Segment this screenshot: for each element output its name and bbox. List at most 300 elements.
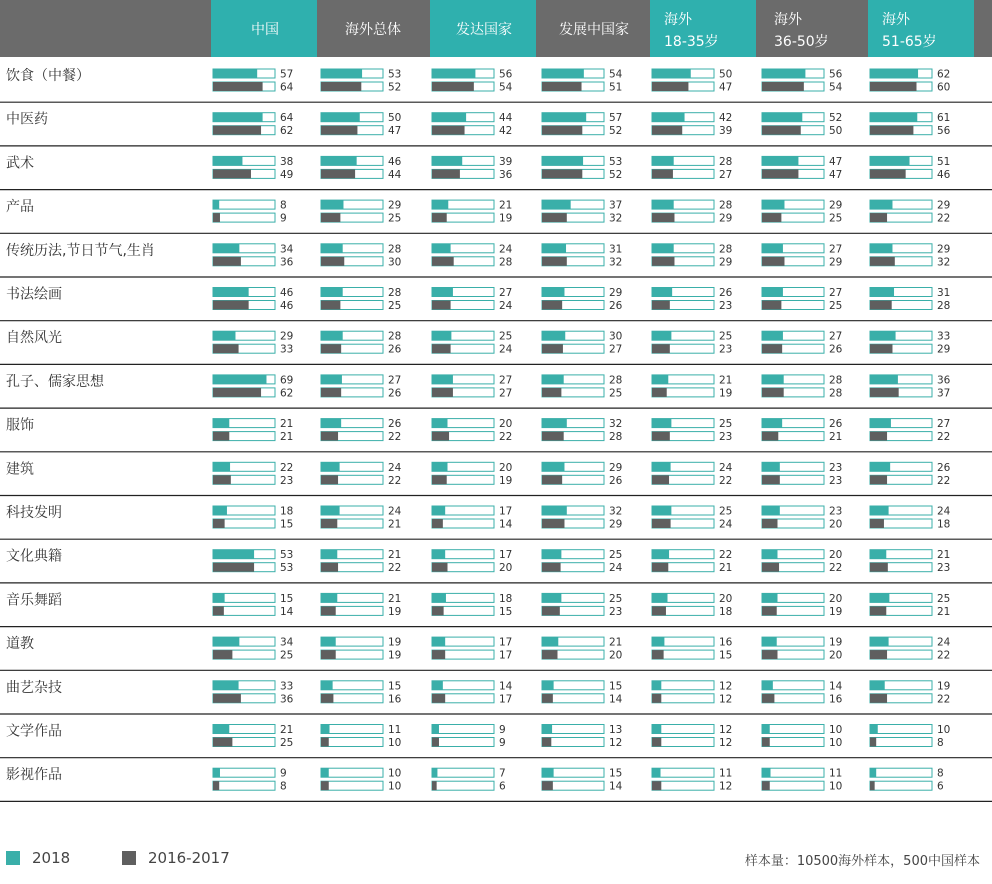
data-label: 10 — [829, 737, 843, 749]
data-label: 26 — [829, 418, 843, 431]
bar-2016-2017 — [321, 169, 355, 178]
bar-2018 — [762, 506, 780, 515]
bar-2018 — [542, 156, 583, 165]
bar-2018 — [542, 725, 552, 734]
data-label: 15 — [388, 680, 402, 693]
bar-2016-2017 — [762, 344, 782, 353]
data-label: 18 — [719, 605, 733, 618]
bar-2016-2017 — [762, 781, 770, 790]
bar-2018 — [762, 244, 783, 253]
data-label: 56 — [829, 68, 843, 81]
data-label: 20 — [829, 649, 843, 662]
bar-2018 — [542, 244, 566, 253]
bar-2016-2017 — [870, 82, 917, 91]
bar-2016-2017 — [321, 432, 338, 441]
data-label: 15 — [609, 767, 623, 780]
data-label: 11 — [388, 724, 402, 736]
bar-2018 — [870, 462, 890, 471]
bar-2016-2017 — [652, 213, 674, 222]
bar-2018 — [432, 681, 443, 690]
bar-2018 — [870, 419, 891, 428]
bar-2018 — [870, 550, 886, 559]
data-label: 6 — [499, 780, 506, 793]
bar-2016-2017 — [652, 344, 670, 353]
data-label: 20 — [829, 592, 843, 605]
bar-2016-2017 — [213, 82, 263, 91]
bar-2016-2017 — [432, 213, 447, 222]
data-label: 17 — [499, 549, 513, 562]
bar-2018 — [652, 331, 671, 340]
data-label: 42 — [719, 112, 733, 125]
data-label: 29 — [609, 518, 623, 531]
data-label: 12 — [719, 780, 733, 793]
data-label: 19 — [388, 605, 402, 618]
bar-2016-2017 — [432, 257, 454, 266]
data-label: 62 — [937, 68, 951, 81]
data-label: 27 — [388, 374, 402, 387]
bar-2016-2017 — [542, 519, 564, 528]
bar-2016-2017 — [432, 781, 437, 790]
data-label: 21 — [388, 518, 402, 531]
data-label: 28 — [388, 287, 402, 299]
data-label: 69 — [280, 374, 294, 387]
bar-outline — [432, 738, 494, 747]
bar-2016-2017 — [321, 650, 336, 659]
data-label: 10 — [937, 724, 951, 736]
category-label: 服饰 — [6, 417, 34, 434]
column-header-label: 51-65岁 — [882, 34, 937, 50]
data-label: 27 — [499, 287, 513, 299]
category-label: 中医药 — [6, 111, 48, 128]
bar-2016-2017 — [870, 169, 906, 178]
data-label: 6 — [937, 780, 944, 793]
data-label: 37 — [609, 199, 623, 212]
bar-2018 — [432, 506, 445, 515]
legend-label-2018: 2018 — [32, 849, 71, 867]
bar-2016-2017 — [652, 257, 674, 266]
bar-2016-2017 — [870, 344, 892, 353]
category-label: 科技发明 — [6, 505, 62, 521]
bar-2016-2017 — [432, 388, 453, 397]
bar-2016-2017 — [542, 694, 553, 703]
bar-2016-2017 — [652, 301, 670, 310]
data-label: 32 — [609, 505, 623, 518]
bar-2016-2017 — [652, 82, 688, 91]
bar-2018 — [213, 768, 220, 777]
data-label: 44 — [499, 112, 513, 125]
bar-2018 — [652, 375, 668, 384]
data-label: 56 — [499, 68, 513, 81]
data-label: 15 — [280, 592, 294, 605]
data-label: 50 — [388, 112, 402, 125]
bar-2018 — [542, 288, 564, 297]
data-label: 27 — [499, 387, 513, 400]
bar-2016-2017 — [652, 606, 666, 615]
bar-2016-2017 — [432, 301, 451, 310]
data-label: 19 — [719, 387, 733, 400]
data-label: 25 — [719, 418, 733, 431]
bar-2016-2017 — [762, 169, 798, 178]
bar-2018 — [213, 244, 239, 253]
data-label: 19 — [499, 474, 513, 487]
data-label: 47 — [719, 81, 733, 94]
data-label: 46 — [388, 155, 402, 168]
data-label: 23 — [609, 605, 623, 618]
bar-2016-2017 — [762, 606, 777, 615]
data-label: 26 — [388, 343, 402, 356]
data-label: 50 — [719, 68, 733, 81]
data-label: 19 — [499, 212, 513, 225]
data-label: 31 — [937, 287, 951, 299]
bar-2016-2017 — [652, 432, 670, 441]
data-label: 46 — [280, 300, 294, 312]
data-label: 14 — [609, 693, 623, 706]
bar-2018 — [432, 113, 466, 122]
bar-outline — [762, 768, 824, 777]
bar-2018 — [542, 69, 584, 78]
bar-2018 — [321, 244, 343, 253]
data-label: 24 — [937, 636, 951, 649]
bar-2018 — [762, 331, 783, 340]
data-label: 50 — [829, 125, 843, 138]
data-label: 24 — [937, 505, 951, 518]
data-label: 51 — [609, 81, 623, 94]
bar-outline — [213, 768, 275, 777]
column-header-label: 海外 — [664, 12, 692, 28]
data-label: 19 — [388, 649, 402, 662]
category-label: 文学作品 — [6, 723, 62, 740]
data-label: 23 — [829, 505, 843, 518]
bar-2018 — [762, 288, 783, 297]
bar-2018 — [432, 244, 451, 253]
bar-2016-2017 — [321, 388, 341, 397]
data-label: 22 — [719, 549, 733, 562]
data-label: 28 — [719, 243, 733, 256]
bar-2018 — [870, 113, 917, 122]
bar-2018 — [432, 156, 462, 165]
bar-2018 — [432, 331, 451, 340]
data-label: 15 — [280, 518, 294, 531]
data-label: 12 — [719, 724, 733, 736]
bar-2018 — [432, 200, 448, 209]
data-label: 20 — [719, 592, 733, 605]
bar-outline — [870, 768, 932, 777]
data-label: 64 — [280, 81, 294, 94]
bar-2016-2017 — [762, 475, 780, 484]
data-label: 24 — [499, 343, 513, 356]
bar-2018 — [652, 506, 671, 515]
bar-2016-2017 — [432, 738, 439, 747]
data-label: 21 — [937, 549, 951, 562]
data-label: 12 — [719, 693, 733, 706]
bar-2018 — [870, 156, 910, 165]
data-label: 24 — [388, 505, 402, 518]
data-label: 36 — [280, 256, 294, 269]
data-label: 23 — [719, 300, 733, 312]
data-label: 23 — [937, 562, 951, 575]
bar-2016-2017 — [321, 126, 357, 135]
data-label: 13 — [609, 724, 623, 736]
data-label: 26 — [609, 474, 623, 487]
bar-2016-2017 — [542, 82, 582, 91]
bar-2018 — [321, 550, 337, 559]
data-label: 26 — [829, 343, 843, 356]
data-label: 22 — [280, 461, 294, 474]
bar-2016-2017 — [542, 475, 562, 484]
data-label: 53 — [280, 562, 294, 575]
bar-2018 — [321, 506, 340, 515]
bar-2018 — [652, 725, 661, 734]
bar-2018 — [870, 375, 898, 384]
bar-2016-2017 — [762, 694, 774, 703]
bar-2016-2017 — [432, 344, 451, 353]
bar-2018 — [213, 725, 229, 734]
bar-2016-2017 — [870, 475, 887, 484]
data-label: 22 — [937, 474, 951, 487]
data-label: 29 — [609, 287, 623, 299]
bar-2016-2017 — [762, 432, 778, 441]
data-label: 29 — [829, 199, 843, 212]
bar-2018 — [213, 331, 235, 340]
bar-2016-2017 — [762, 738, 770, 747]
data-label: 28 — [719, 155, 733, 168]
data-label: 12 — [719, 737, 733, 749]
bar-2016-2017 — [762, 388, 784, 397]
bar-2018 — [870, 200, 892, 209]
bar-2018 — [213, 419, 229, 428]
bar-2018 — [652, 200, 674, 209]
data-label: 28 — [829, 387, 843, 400]
data-label: 24 — [609, 562, 623, 575]
bar-outline — [762, 738, 824, 747]
data-label: 51 — [937, 155, 951, 168]
bar-2016-2017 — [542, 606, 560, 615]
data-label: 11 — [829, 767, 843, 780]
data-label: 25 — [388, 300, 402, 312]
bar-2018 — [213, 113, 263, 122]
data-label: 14 — [280, 605, 294, 618]
category-label: 自然风光 — [6, 330, 62, 347]
bar-2016-2017 — [652, 169, 673, 178]
data-label: 25 — [829, 212, 843, 225]
data-label: 28 — [719, 199, 733, 212]
bar-2018 — [542, 113, 586, 122]
bar-outline — [213, 213, 275, 222]
data-label: 14 — [499, 680, 513, 693]
bar-2016-2017 — [213, 650, 232, 659]
bar-2016-2017 — [762, 519, 778, 528]
data-label: 29 — [937, 243, 951, 256]
bar-2016-2017 — [652, 694, 661, 703]
bar-2016-2017 — [652, 388, 667, 397]
bar-2016-2017 — [213, 563, 254, 572]
bar-2016-2017 — [321, 257, 344, 266]
bar-outline — [321, 781, 383, 790]
bar-2016-2017 — [870, 257, 895, 266]
bar-2016-2017 — [652, 563, 668, 572]
data-label: 25 — [280, 737, 294, 749]
bar-2018 — [870, 681, 885, 690]
data-label: 19 — [937, 680, 951, 693]
data-label: 28 — [499, 256, 513, 269]
data-label: 62 — [280, 387, 294, 400]
bar-2016-2017 — [542, 563, 561, 572]
data-label: 21 — [499, 199, 513, 212]
bar-2018 — [870, 637, 889, 646]
data-label: 22 — [388, 474, 402, 487]
bar-2018 — [870, 725, 878, 734]
bar-outline — [762, 781, 824, 790]
data-label: 16 — [829, 693, 843, 706]
bar-2018 — [762, 637, 777, 646]
data-label: 29 — [829, 256, 843, 269]
data-label: 24 — [719, 461, 733, 474]
category-label: 影视作品 — [6, 767, 62, 784]
bar-2016-2017 — [652, 650, 664, 659]
data-label: 19 — [388, 636, 402, 649]
bar-2016-2017 — [432, 694, 445, 703]
bar-2016-2017 — [321, 563, 338, 572]
data-label: 61 — [937, 112, 951, 125]
data-label: 9 — [499, 737, 506, 749]
bar-2016-2017 — [542, 126, 582, 135]
bar-2016-2017 — [762, 563, 779, 572]
bar-2018 — [870, 244, 892, 253]
data-label: 19 — [829, 605, 843, 618]
bar-2016-2017 — [321, 519, 337, 528]
data-label: 25 — [609, 387, 623, 400]
data-label: 12 — [719, 680, 733, 693]
bar-2018 — [652, 156, 674, 165]
bar-2016-2017 — [321, 475, 338, 484]
bar-2016-2017 — [762, 213, 781, 222]
data-label: 8 — [937, 767, 944, 780]
bar-2018 — [213, 681, 239, 690]
column-header-label: 中国 — [251, 22, 279, 38]
bar-2018 — [321, 200, 343, 209]
data-label: 53 — [388, 68, 402, 81]
data-label: 57 — [280, 68, 294, 81]
bar-2018 — [762, 113, 802, 122]
data-label: 56 — [937, 125, 951, 138]
data-label: 47 — [829, 155, 843, 168]
bar-2016-2017 — [870, 388, 899, 397]
data-label: 27 — [829, 287, 843, 299]
data-label: 39 — [719, 125, 733, 138]
data-label: 28 — [829, 374, 843, 387]
bar-2016-2017 — [870, 301, 892, 310]
data-label: 44 — [388, 168, 402, 181]
data-label: 33 — [280, 680, 294, 693]
bar-2016-2017 — [432, 563, 448, 572]
bar-2016-2017 — [870, 519, 884, 528]
bar-2018 — [762, 768, 771, 777]
bar-2018 — [542, 637, 558, 646]
bar-outline — [321, 738, 383, 747]
bar-2016-2017 — [762, 301, 781, 310]
data-label: 57 — [609, 112, 623, 125]
bar-2016-2017 — [432, 432, 449, 441]
data-label: 17 — [499, 693, 513, 706]
bar-2016-2017 — [542, 781, 553, 790]
data-label: 8 — [280, 199, 287, 212]
data-label: 26 — [719, 287, 733, 299]
data-label: 18 — [937, 518, 951, 531]
bar-2018 — [432, 725, 439, 734]
bar-2018 — [432, 550, 445, 559]
column-header-label: 发展中国家 — [559, 22, 629, 38]
data-label: 9 — [280, 767, 287, 780]
data-label: 17 — [499, 649, 513, 662]
data-label: 24 — [499, 243, 513, 256]
bar-2018 — [432, 768, 437, 777]
data-label: 37 — [937, 387, 951, 400]
bar-2016-2017 — [870, 606, 886, 615]
data-label: 54 — [609, 68, 623, 81]
data-label: 17 — [499, 636, 513, 649]
data-label: 29 — [937, 199, 951, 212]
data-label: 22 — [937, 693, 951, 706]
data-label: 42 — [499, 125, 513, 138]
bar-2016-2017 — [870, 126, 913, 135]
bar-2018 — [432, 375, 453, 384]
bar-2018 — [652, 244, 674, 253]
data-label: 22 — [388, 431, 402, 444]
data-label: 9 — [499, 724, 506, 736]
bar-2016-2017 — [213, 694, 241, 703]
bar-2016-2017 — [542, 169, 582, 178]
bar-2016-2017 — [542, 650, 558, 659]
bar-2018 — [762, 419, 782, 428]
bar-2018 — [321, 331, 343, 340]
category-label: 文化典籍 — [6, 548, 62, 565]
bar-2016-2017 — [870, 694, 887, 703]
bar-2018 — [321, 288, 343, 297]
bar-2016-2017 — [542, 213, 567, 222]
data-label: 17 — [499, 505, 513, 518]
bar-2018 — [432, 637, 445, 646]
column-header-label: 发达国家 — [456, 22, 512, 38]
bar-2016-2017 — [213, 301, 249, 310]
category-label: 饮食（中餐） — [6, 68, 90, 84]
data-label: 60 — [937, 81, 951, 94]
category-label: 曲艺杂技 — [6, 679, 62, 696]
data-label: 25 — [499, 330, 513, 343]
data-label: 16 — [719, 636, 733, 649]
bar-2016-2017 — [432, 82, 474, 91]
data-label: 21 — [719, 374, 733, 387]
bar-2016-2017 — [762, 257, 784, 266]
data-label: 29 — [280, 330, 294, 343]
bar-2018 — [652, 462, 671, 471]
data-label: 10 — [829, 724, 843, 736]
bar-2016-2017 — [542, 344, 563, 353]
data-label: 32 — [609, 212, 623, 225]
data-label: 20 — [499, 461, 513, 474]
data-label: 21 — [388, 549, 402, 562]
bar-2016-2017 — [213, 432, 229, 441]
bar-2018 — [321, 113, 360, 122]
bar-2018 — [652, 681, 661, 690]
bar-2016-2017 — [542, 738, 551, 747]
data-label: 22 — [499, 431, 513, 444]
bar-2018 — [542, 331, 565, 340]
data-label: 20 — [499, 562, 513, 575]
bar-2018 — [321, 156, 357, 165]
bar-2018 — [213, 288, 249, 297]
data-label: 62 — [280, 125, 294, 138]
data-label: 22 — [937, 212, 951, 225]
